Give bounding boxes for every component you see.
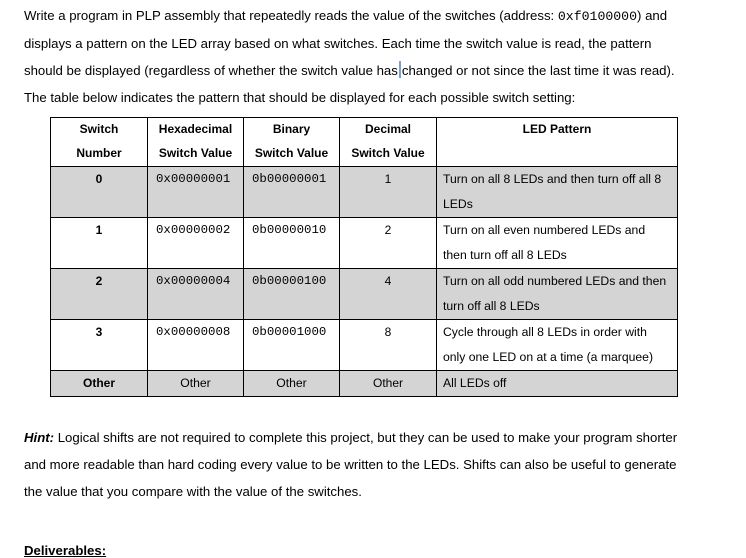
cell-text: 3 [95, 325, 103, 339]
cell-switch-number [51, 167, 148, 218]
intro-paragraph [24, 2, 724, 111]
header-text: Switch Value [158, 146, 233, 160]
cell-binary [244, 269, 340, 320]
table-row [51, 371, 678, 397]
header-switch-number [51, 118, 148, 167]
hint-paragraph [24, 424, 724, 505]
cell-binary [244, 371, 340, 397]
intro-text: changed or not since the last time it was read). [401, 63, 675, 78]
switch-address: 0xf0100000 [557, 9, 638, 24]
cell-hex [148, 167, 244, 218]
intro-line-3 [24, 57, 724, 84]
cell-text: Turn on all 8 LEDs and then turn off all 8 [443, 172, 662, 186]
cell-text: Cycle through all 8 LEDs in order with [443, 325, 647, 339]
cell-binary [244, 218, 340, 269]
cell-text: then turn off all 8 LEDs [443, 248, 567, 262]
cell-text: 0b00001000 [252, 325, 327, 339]
cell-text: 0x00000001 [156, 172, 231, 186]
cell-switch-number [51, 320, 148, 371]
cell-text: 0b00000100 [252, 274, 327, 288]
header-text: Binary [272, 122, 311, 136]
table-row [51, 218, 678, 269]
header-text [437, 142, 677, 166]
intro-line-2: displays a pattern on the LED array based on what switches. Each time the switch value is read, the pattern [24, 36, 652, 51]
header-binary [244, 118, 340, 167]
cell-text: 2 [384, 223, 392, 237]
cell-text: Turn on all odd numbered LEDs and then [443, 274, 667, 288]
cell-text: Turn on all even numbered LEDs and [443, 223, 646, 237]
cell-led-pattern [437, 371, 678, 397]
cell-text: LEDs [443, 197, 473, 211]
cell-hex [148, 371, 244, 397]
table-row [51, 167, 678, 218]
cell-switch-number [51, 218, 148, 269]
intro-line-4: The table below indicates the pattern that should be displayed for each possible switch setting: [24, 90, 576, 105]
cell-led-pattern [437, 167, 678, 218]
cell-led-pattern [437, 269, 678, 320]
intro-text: ) and [637, 8, 668, 23]
intro-text: Write a program in PLP assembly that repeatedly reads the value of the switches (address: [24, 8, 558, 23]
cell-hex [148, 320, 244, 371]
cell-text: 0b00000010 [252, 223, 327, 237]
cell-decimal [340, 320, 437, 371]
deliverables-heading: Deliverables: [24, 543, 107, 558]
cell-text: 0 [95, 172, 103, 186]
header-text: Switch Value [254, 146, 329, 160]
intro-line-1 [24, 2, 724, 30]
header-text: Decimal [364, 122, 412, 136]
cell-text: Other [372, 376, 403, 390]
cell-text: 1 [95, 223, 103, 237]
text-cursor [399, 61, 401, 78]
cell-text: 4 [384, 274, 392, 288]
hint-line-1 [24, 424, 724, 451]
header-text: Switch [79, 122, 119, 136]
cell-text: 0x00000008 [156, 325, 231, 339]
hint-text: Logical shifts are not required to complete this project, but they can be used to make your program shorter [57, 430, 678, 445]
table-row [51, 320, 678, 371]
cell-decimal [340, 218, 437, 269]
table-row [51, 269, 678, 320]
cell-text: Other [82, 376, 115, 390]
header-led-pattern [437, 118, 678, 167]
table-header-row [51, 118, 678, 167]
cell-binary [244, 167, 340, 218]
header-hex [148, 118, 244, 167]
cell-decimal [340, 371, 437, 397]
cell-text: 8 [384, 325, 392, 339]
hint-line-3: the value that you compare with the value of the switches. [24, 484, 362, 499]
cell-text: 2 [95, 274, 103, 288]
cell-text: 1 [384, 172, 392, 186]
cell-decimal [340, 269, 437, 320]
cell-text: 0x00000004 [156, 274, 231, 288]
cell-led-pattern [437, 218, 678, 269]
cell-binary [244, 320, 340, 371]
cell-text: 0b00000001 [252, 172, 327, 186]
header-decimal [340, 118, 437, 167]
cell-switch-number [51, 371, 148, 397]
hint-label: Hint: [24, 430, 55, 445]
header-text: LED Pattern [522, 122, 592, 136]
header-text: Switch Value [351, 146, 425, 160]
header-text: Hexadecimal [158, 122, 233, 136]
cell-text: 0x00000002 [156, 223, 231, 237]
cell-led-pattern [437, 320, 678, 371]
cell-text: All LEDs off [443, 376, 507, 390]
cell-text: Other [180, 376, 211, 390]
cell-text: only one LED on at a time (a marquee) [443, 350, 654, 364]
cell-text: turn off all 8 LEDs [443, 299, 540, 313]
cell-decimal [340, 167, 437, 218]
header-text: Number [76, 146, 122, 160]
cell-text: Other [276, 376, 307, 390]
intro-text: should be displayed (regardless of whether the switch value has [24, 63, 398, 78]
hint-line-2: and more readable than hard coding every value to be written to the LEDs. Shifts can also be useful to generate [24, 457, 677, 472]
cell-switch-number [51, 269, 148, 320]
cell-hex [148, 269, 244, 320]
pattern-table [50, 117, 678, 397]
cell-hex [148, 218, 244, 269]
